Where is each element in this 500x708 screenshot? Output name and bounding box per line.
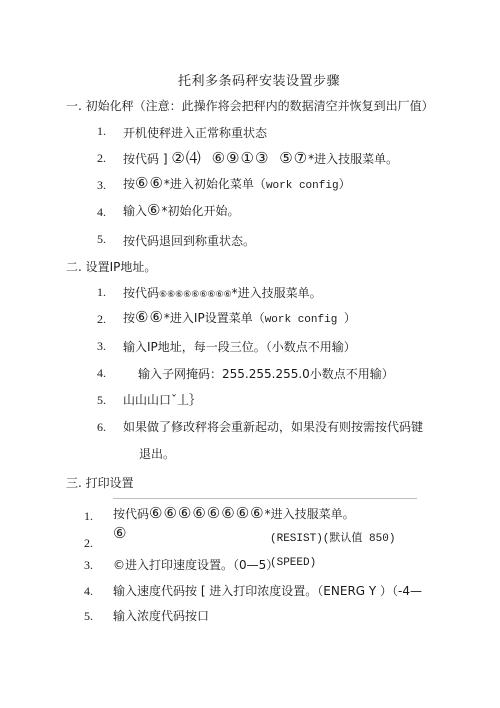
step-text <box>123 174 351 192</box>
divider <box>113 498 417 499</box>
circled-digits: ⑥ <box>147 201 162 219</box>
section-heading-1: 一. 初始化秤（注意：此操作将会把秤内的数据清空并恢复到出厂值） <box>66 99 434 113</box>
step-number: 3. <box>97 339 106 353</box>
step-text-tail: ） <box>343 311 356 325</box>
step-text-post: *初始化开始。 <box>161 204 240 218</box>
menu-code: work config <box>265 180 339 192</box>
step-number: 4. <box>84 584 93 598</box>
step-number: 1. <box>84 509 93 523</box>
step-text-continued: 退出。 <box>139 447 176 461</box>
step-number: 6. <box>97 420 106 434</box>
step-text-pre: 按代码 ] <box>123 152 168 166</box>
step-number: 3. <box>84 558 93 572</box>
step-text <box>113 504 355 522</box>
step-number: 4. <box>97 205 106 219</box>
circled-digits: ⑥⑥ <box>135 308 164 326</box>
step-number: 2. <box>97 151 106 165</box>
step-text-post: *进入IP设置菜单（ <box>163 311 265 325</box>
step-text-pre: 按 <box>123 177 136 191</box>
section-heading-3: 三. 打印设置 <box>66 476 134 490</box>
step-text-pre: 按 <box>123 311 136 325</box>
step-text-pre: 输入 <box>123 204 148 218</box>
circled-digits: ⑥⑥ <box>135 174 164 192</box>
setting-code: (SPEED) <box>270 557 317 569</box>
step-number: 2. <box>84 536 93 550</box>
step-text <box>123 147 398 168</box>
circled-digits: ⑥⑥⑥⑥⑥⑥⑥⑥ <box>149 504 265 522</box>
step-text: 如果做了修改秤将会重新起动，如果没有则按需按代码键 <box>123 420 424 434</box>
step-text: 输入子网掩码：255.255.255.0小数点不用输） <box>138 367 394 381</box>
circled-digits: ②⑷ <box>171 149 202 167</box>
step-text-pre: 按代码 <box>113 507 150 521</box>
step-number: 5. <box>84 609 93 623</box>
step-text <box>113 524 127 542</box>
section-heading-2: 二. 设置IP地址。 <box>66 260 157 274</box>
menu-code: work config <box>264 314 344 326</box>
circled-digits: ⑥⑥⑥⑥⑥⑥⑥⑥⑥ <box>159 290 232 300</box>
step-text-post: *进入技服菜单。 <box>264 507 355 521</box>
step-text: ©进入打印速度设置。（0—5） <box>113 558 279 572</box>
page-title: 托利多条码秤安装设置步骤 <box>178 74 341 89</box>
circled-digits: ⑥ <box>113 524 128 542</box>
step-number: 3. <box>97 178 106 192</box>
step-number: 5. <box>97 232 106 246</box>
step-text: 输入速度代码按 [ 进入打印浓度设置。（ENERG Y ）（-4— <box>113 584 423 598</box>
step-text: 山山山口ˇ丄｝ <box>123 393 202 407</box>
step-text-post: *进入初始化菜单（ <box>163 177 266 191</box>
step-text <box>123 284 322 301</box>
step-text <box>123 308 356 326</box>
step-number: 1. <box>97 285 106 299</box>
step-text-post: *进入技服菜单。 <box>308 152 399 166</box>
setting-code: (RESIST)(默认值 850) <box>270 533 396 545</box>
step-text: 开机使秤进入正常称重状态 <box>123 126 268 140</box>
step-text-tail: ） <box>338 177 351 191</box>
step-text-pre: 按代码 <box>123 286 160 300</box>
circled-digits: ⑥⑨①③ <box>211 149 270 167</box>
step-number: 4. <box>97 366 106 380</box>
step-number: 1. <box>97 124 106 138</box>
step-number: 2. <box>97 312 106 326</box>
step-text: 按代码退回到称重状态。 <box>123 234 256 248</box>
step-number: 5. <box>97 393 106 407</box>
step-text: 输入IP地址，每一段三位。（小数点不用输） <box>123 340 356 354</box>
step-text: 输入浓度代码按口 <box>113 609 210 623</box>
step-text-post: *进入技服菜单。 <box>231 286 322 300</box>
circled-digits: ⑤⑦ <box>279 149 309 167</box>
step-text <box>123 201 239 219</box>
